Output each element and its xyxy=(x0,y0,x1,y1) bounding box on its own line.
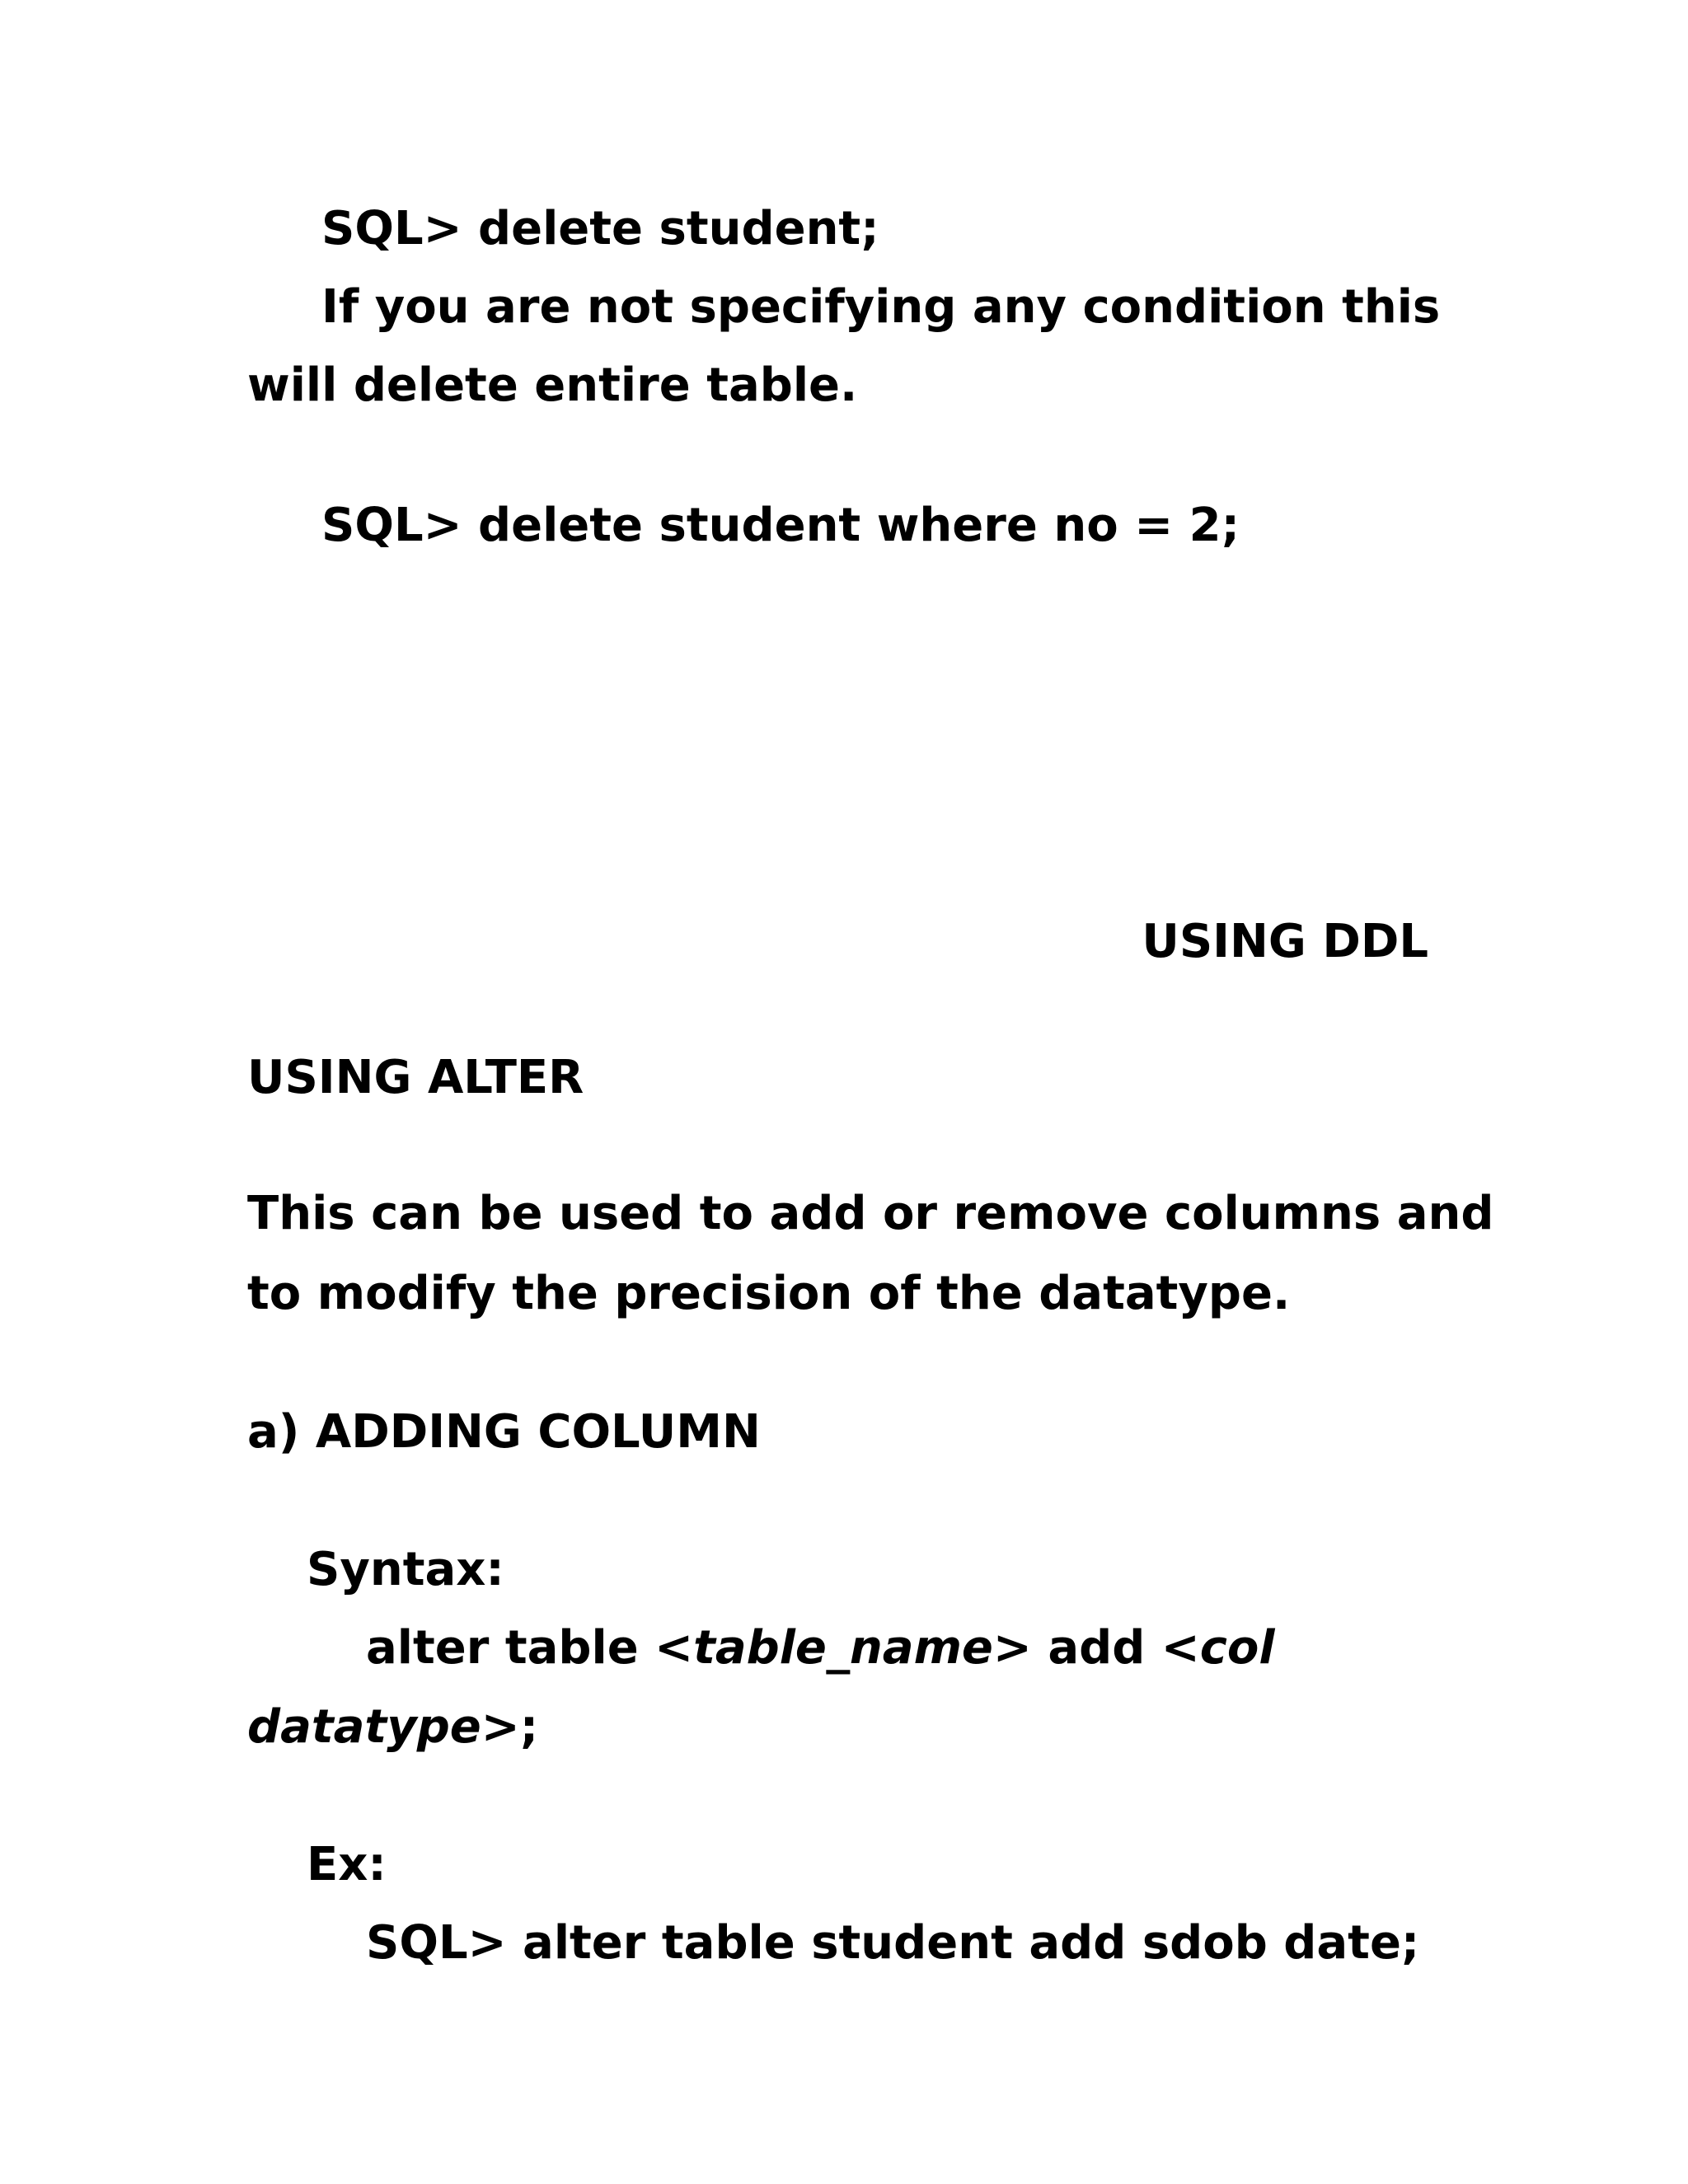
example-label: Ex: xyxy=(307,1838,387,1891)
example-command: SQL> alter table student add sdob date; xyxy=(366,1916,1420,1970)
syntax-line-1 xyxy=(366,1621,1275,1675)
description-line-2: to modify the precision of the datatype. xyxy=(247,1267,1291,1320)
syntax-label: Syntax: xyxy=(307,1543,504,1596)
note-line-2: will delete entire table. xyxy=(247,359,858,412)
syntax-col: col xyxy=(1199,1621,1275,1675)
syntax-end: >; xyxy=(481,1700,539,1754)
sql-delete-where: SQL> delete student where no = 2; xyxy=(321,499,1240,552)
syntax-table-name: table_name xyxy=(693,1621,993,1675)
subheading-adding-column: a) ADDING COLUMN xyxy=(247,1405,761,1459)
syntax-line-2 xyxy=(247,1700,539,1754)
syntax-text-1: alter table < xyxy=(366,1621,694,1675)
description-line-1: This can be used to add or remove columns and xyxy=(247,1187,1494,1240)
syntax-datatype: datatype xyxy=(247,1700,481,1754)
sql-delete-all: SQL> delete student; xyxy=(321,202,879,255)
heading-using-alter: USING ALTER xyxy=(247,1051,584,1104)
heading-using-ddl: USING DDL xyxy=(1142,915,1428,968)
syntax-text-2: > add < xyxy=(992,1621,1200,1675)
note-line-1: If you are not specifying any condition this xyxy=(321,280,1441,334)
